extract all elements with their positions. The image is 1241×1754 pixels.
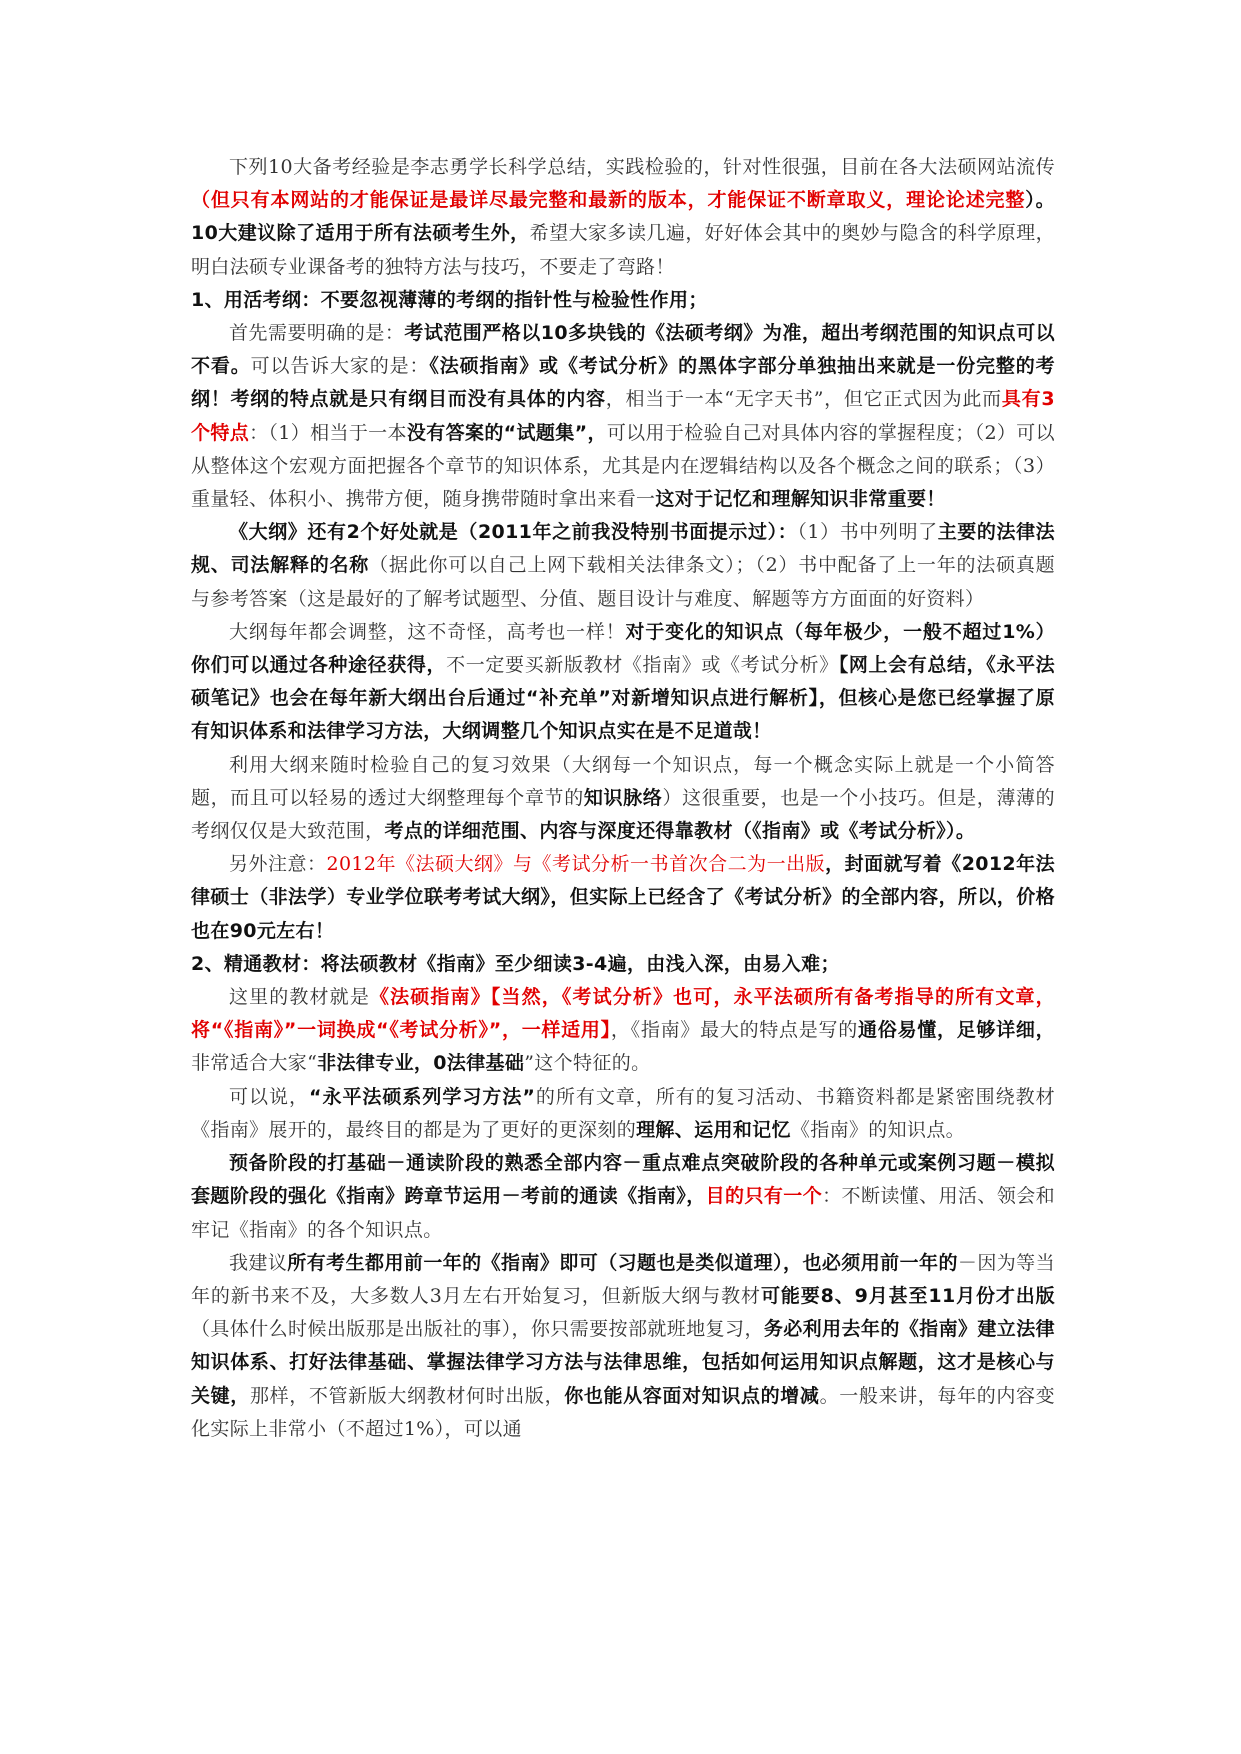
text-run: ”这个特征的。 [524, 1052, 651, 1075]
text-run: ，相当于一本“无字天书”，但它正式因为此而 [605, 388, 1002, 411]
text-run: ，《指南》最大的特点是写的 [610, 1019, 858, 1042]
bold-text-run: ）。10大建议除了适用于所有法硕考生外， [191, 189, 1056, 245]
text-run: 首先需要明确的是： [229, 322, 405, 345]
text-run: 不一定要买新版教材《指南》或《考试分析》 [446, 654, 839, 677]
bold-text-run: 理解、运用和记忆 [636, 1118, 791, 1141]
section-heading [191, 284, 1055, 317]
bold-text-run: 没有答案的“试题集”， [406, 421, 607, 444]
bold-text-run: 可能要8、9月甚至11月份才出版 [760, 1284, 1055, 1307]
text-run: 另外注意： [229, 853, 327, 876]
text-run: 的所有文章，所有的复习活动、书籍资料都是紧密围绕教材《指南》展开的，最终目的都是为了更好的更深刻的 [191, 1085, 1055, 1141]
bold-text-run: 《大纲》还有2个好处就是（2011年之前我没特别书面提示过）： [229, 521, 798, 544]
paragraph [191, 1247, 1055, 1446]
text-run: 下列10大备考经验是李志勇学长科学总结，实践检验的，针对性很强，目前在各大法硕网站流传 [229, 156, 1055, 178]
bold-text-run: 考试范围严格以10多块钱的《法硕考纲》为准，超出考纲范围的知识点可以不看。 [191, 322, 1055, 378]
paragraph [191, 616, 1055, 749]
red-bold-text-run: 《法硕指南》【当然，《考试分析》也可，永平法硕所有备考指导的所有文章，将“《指南》”一词换成“《考试分析》”，一样适用】 [191, 986, 1055, 1042]
text-run: 那样，不管新版大纲教材何时出版， [249, 1384, 565, 1407]
text-run: 利用大纲来随时检验自己的复习效果（大纲每一个知识点，每一个概念实际上就是一个小简答题，而且可以轻易的透过大纲整理每个章节的 [191, 753, 1055, 809]
text-run: 这里的教材就是 [229, 986, 370, 1009]
section-heading [191, 948, 1055, 981]
bold-text-run: 《法硕指南》或《考试分析》的黑体字部分单独抽出来就是一份完整的考纲！考纲的特点就是只有纲目而没有具体的内容 [191, 355, 1055, 411]
paragraph [191, 848, 1055, 948]
text-run: 大纲每年都会调整，这不奇怪，高考也一样！ [229, 620, 626, 643]
text-run: 可以告诉大家的是： [250, 355, 430, 378]
bold-text-run: 1、用活考纲：不要忽视薄薄的考纲的指针性与检验性作用； [191, 288, 708, 311]
paragraph [191, 317, 1055, 516]
text-run: （据此你可以自己上网下载相关法律条文）；（2）书中配备了上一年的法硕真题与参考答案（这是最好的了解考试题型、分值、题目设计与难度、解题等方方面面的好资料） [191, 554, 1055, 610]
bold-text-run: 预备阶段的打基础－通读阶段的熟悉全部内容－重点难点突破阶段的各种单元或案例习题－模拟套题阶段的强化《指南》跨章节运用－考前的通读《指南》， [191, 1152, 1055, 1208]
bold-text-run: ，封面就写着《2012年法律硕士（非法学）专业学位联考考试大纲》，但实际上已经含了《考试分析》的全部内容，所以，价格也在90元左右！ [191, 853, 1055, 942]
red-text-run: 2012年《法硕大纲》与《考试分析一书首次合二为一出版 [326, 853, 826, 876]
text-run: 非常适合大家“ [191, 1052, 318, 1075]
text-run: 。一般来讲，每年的内容变化实际上非常小（不超过1%），可以通 [191, 1384, 1055, 1440]
paragraph [191, 151, 1055, 284]
bold-text-run: 知识脉络 [583, 786, 663, 809]
paragraph [191, 981, 1055, 1081]
bold-text-run: 主要的法律法规、司法解释的名称 [191, 521, 1056, 577]
text-run: 《指南》的知识点。 [790, 1118, 966, 1141]
bold-text-run: 务必利用去年的《指南》建立法律知识体系、打好法律基础、掌握法律学习方法与法律思维，包括如何运用知识点解题，这才是核心与关键， [191, 1318, 1055, 1407]
bold-text-run: 考点的详细范围、内容与深度还得靠教材（《指南》或《考试分析》）。 [384, 820, 976, 843]
text-run: ：（1）相当于一本 [249, 421, 407, 444]
text-run: －因为等当年的新书来不及，大多数人3月左右开始复习，但新版大纲与教材 [191, 1251, 1055, 1307]
red-bold-text-run: 具有3个特点 [191, 388, 1055, 444]
text-run: 希望大家多读几遍，好好体会其中的奥妙与隐含的科学原理，明白法硕专业课备考的独特方法与技巧，不要走了弯路！ [191, 222, 1055, 278]
text-run: ）这很重要，也是一个小技巧。但是，薄薄的考纲仅仅是大致范围， [191, 786, 1055, 843]
text-run: ：不断读懂、用活、领会和牢记《指南》的各个知识点。 [191, 1185, 1056, 1241]
document-body [191, 151, 1055, 1446]
red-bold-text-run: （但只有本网站的才能保证是最详尽最完整和最新的版本，才能保证不断章取义，理论论述完整 [191, 189, 1026, 212]
text-run: （1）书中列明了 [797, 521, 938, 544]
paragraph [191, 749, 1055, 849]
bold-text-run: 2、精通教材：将法硕教材《指南》至少细读3-4遍，由浅入深，由易入难； [191, 952, 840, 975]
bold-text-run: 非法律专业，0法律基础 [317, 1052, 525, 1075]
paragraph [191, 1147, 1055, 1247]
bold-text-run: 通俗易懂，足够详细， [858, 1019, 1055, 1042]
text-run: 可以说， [229, 1085, 309, 1108]
paragraph [191, 516, 1055, 616]
bold-text-run: 所有考生都用前一年的《指南》即可（习题也是类似道理），也必须用前一年的 [287, 1251, 958, 1274]
text-run: （具体什么时候出版那是出版社的事），你只需要按部就班地复习， [191, 1318, 764, 1341]
paragraph [191, 1081, 1055, 1147]
red-bold-text-run: 目的只有一个 [705, 1185, 823, 1208]
bold-text-run: 【网上会有总结，《永平法硕笔记》也会在每年新大纲出台后通过“补充单”对新增知识点进行解析】，但核心是您已经掌握了原有知识体系和法律学习方法，大纲调整几个知识点实在是不足道哉！ [191, 654, 1055, 743]
bold-text-run: 你也能从容面对知识点的增减 [564, 1384, 820, 1407]
text-run: 可以用于检验自己对具体内容的掌握程度；（2）可以从整体这个宏观方面把握各个章节的知识体系，尤其是内在逻辑结构以及各个概念之间的联系；（3）重量轻、体积小、携带方便，随身携带随时拿出来看一 [191, 421, 1055, 511]
text-run: 我建议 [229, 1251, 288, 1274]
bold-text-run: 对于变化的知识点（每年极少，一般不超过1%）你们可以通过各种途径获得， [191, 620, 1055, 677]
bold-text-run: 这对于记忆和理解知识非常重要！ [655, 488, 946, 511]
bold-text-run: “永平法硕系列学习方法” [308, 1085, 536, 1108]
